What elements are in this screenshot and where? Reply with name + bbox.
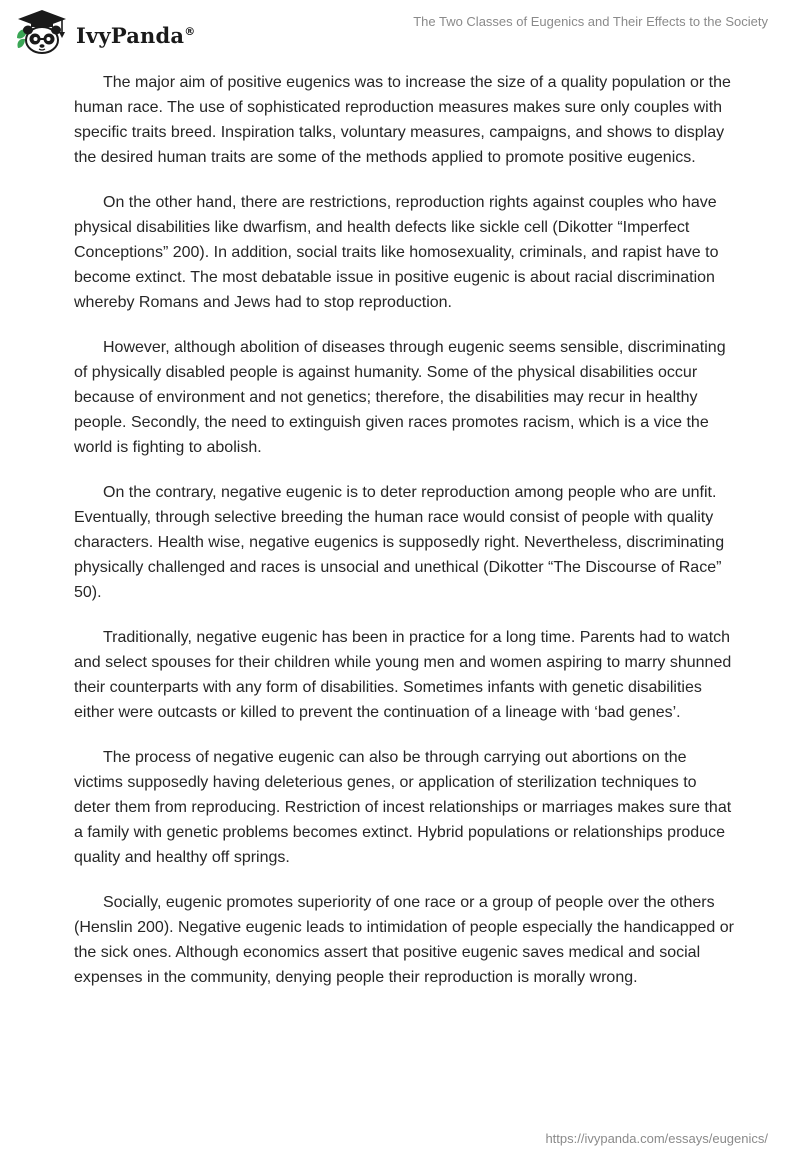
source-url-link[interactable]: https://ivypanda.com/essays/eugenics/	[545, 1131, 768, 1146]
paragraph: The process of negative eugenic can also be through carrying out abortions on the victims supposedly having deleterious genes, or application of sterilization techniques to deter them from reproducing. Restriction of incest relationships or marriages makes sure that a family with genetic problems becomes extinct. Hybrid populations or relationships produce quality and healthy off springs.	[74, 749, 732, 866]
article-body	[74, 70, 734, 1010]
paragraph: Traditionally, negative eugenic has been in practice for a long time. Parents had to watch and select spouses for their children while young men and women aspiring to marry shunned their counterparts with any form of disabilities. Sometimes infants with genetic disabilities either were outcasts or killed to prevent the continuation of a lineage with ‘bad genes’.	[74, 629, 732, 721]
brand-name	[76, 23, 195, 48]
paragraph: Socially, eugenic promotes superiority of one race or a group of people over the others (Henslin 200). Negative eugenic leads to intimidation of people especially the handicapped or the sick ones. Although economics assert that positive eugenic saves medical and social expenses in the community, denying people their reproduction is morally wrong.	[74, 894, 734, 986]
paragraph: However, although abolition of diseases through eugenic seems sensible, discriminating of physically disabled people is against humanity. Some of the physical disabilities occur because of environment and not genetics; therefore, the disabilities may recur in healthy people. Secondly, the need to extinguish given races promotes racism, which is a vice the world is fighting to abolish.	[74, 339, 726, 456]
paragraph: The major aim of positive eugenics was to increase the size of a quality population or the human race. The use of sophisticated reproduction measures makes sure only couples with specific traits breed. Inspiration talks, voluntary measures, campaigns, and shows to display the desired human traits are some of the methods applied to promote positive eugenics.	[74, 74, 731, 166]
brand-name-text: IvyPanda	[76, 22, 185, 48]
document-title: The Two Classes of Eugenics and Their Effects to the Society	[413, 14, 768, 29]
paragraph: On the other hand, there are restrictions, reproduction rights against couples who have physical disabilities like dwarfism, and health defects like sickle cell (Dikotter “Imperfect Conceptions” 200). In addition, social traits like homosexuality, criminals, and rapist have to become extinct. The most debatable issue in positive eugenic is about racial discrimination whereby Romans and Jews had to stop reproduction.	[74, 194, 719, 311]
page-header	[0, 0, 800, 60]
brand-logo[interactable]	[14, 8, 195, 56]
paragraph: On the contrary, negative eugenic is to deter reproduction among people who are unfit. Eventually, through selective breeding the human race would consist of people with quality characters. Health wise, negative eugenics is supposedly right. Nevertheless, discriminating physically challenged and races is unsocial and unethical (Dikotter “The Discourse of Race” 50).	[74, 484, 725, 601]
registered-mark: ®	[184, 24, 196, 38]
panda-graduate-icon	[14, 8, 70, 56]
